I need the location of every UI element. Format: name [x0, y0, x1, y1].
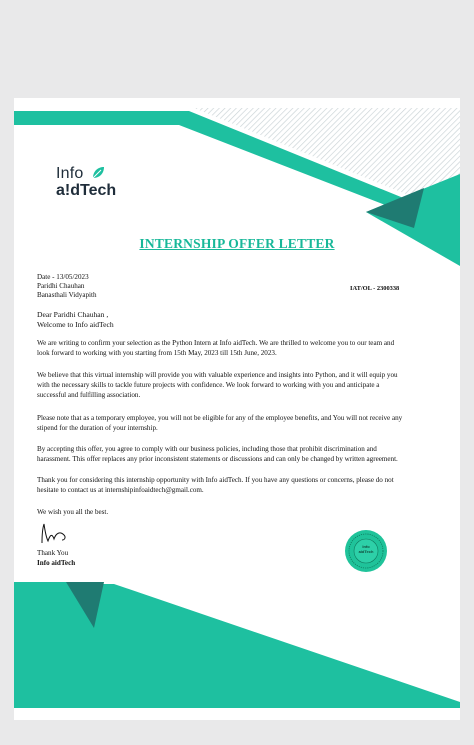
- welcome-line: Welcome to Info aidTech: [37, 320, 114, 329]
- leaf-logo-icon: [90, 165, 106, 181]
- seal-line-1: Info: [362, 544, 370, 549]
- paragraph-2-line-2: with the necessary skills to tackle future projects with confidence. We look forward to working with you and anticipate a: [37, 381, 380, 389]
- recipient-institution: Banasthali Vidyapith: [37, 291, 97, 299]
- reference-number: IAT/OL - 2300338: [350, 285, 400, 292]
- paragraph-5-line-1: Thank you for considering this internship opportunity with Info aidTech. If you have any questions or concerns, please do not: [37, 476, 394, 484]
- logo-line-1: Info: [56, 165, 84, 182]
- paragraph-1-line-2: look forward to working with you starting from 15th May, 2023 till 15th June, 2023.: [37, 349, 277, 357]
- seal-text: [344, 544, 388, 554]
- paragraph-4-line-1: By accepting this offer, you agree to comply with our business policies, including those that prohibit discrimination and: [37, 445, 377, 453]
- signature-image: [38, 521, 72, 545]
- paragraph-5-line-2: hesitate to contact us at internshipinfoaidtech@gmail.com.: [37, 486, 204, 494]
- recipient-name: Paridhi Chauhan: [37, 282, 85, 290]
- letter-date: Date - 13/05/2023: [37, 273, 89, 281]
- thank-you: Thank You: [37, 549, 69, 557]
- letter-title: INTERNSHIP OFFER LETTER: [139, 236, 335, 251]
- paragraph-3-line-1: Please note that as a temporary employee, you will not be eligible for any of the employee benefits, and You will not receive any: [37, 414, 403, 422]
- paragraph-4-line-2: harassment. This offer replaces any prior inconsistent statements or discussions and can only be changed by written agreement.: [37, 455, 398, 463]
- salutation: Dear Paridhi Chauhan ,: [37, 310, 109, 319]
- paragraph-1-line-1: We are writing to confirm your selection as the Python Intern at Info aidTech. We are thrilled to welcome you to our team and: [37, 339, 395, 347]
- logo-line-2: a!dTech: [56, 182, 117, 199]
- sign-off-company: Info aidTech: [37, 559, 76, 567]
- paragraph-3-line-2: stipend for the duration of your internship.: [37, 424, 158, 432]
- closing-line: We wish you all the best.: [37, 508, 109, 516]
- seal-line-2: aidTech: [358, 549, 374, 554]
- offer-letter-page: [14, 98, 460, 720]
- paragraph-2-line-3: successful and fulfilling association.: [37, 391, 141, 399]
- paragraph-2-line-1: We believe that this virtual internship will provide you with valuable experience and insights into Python, and it will equip you: [37, 371, 398, 379]
- company-logo: [56, 165, 146, 205]
